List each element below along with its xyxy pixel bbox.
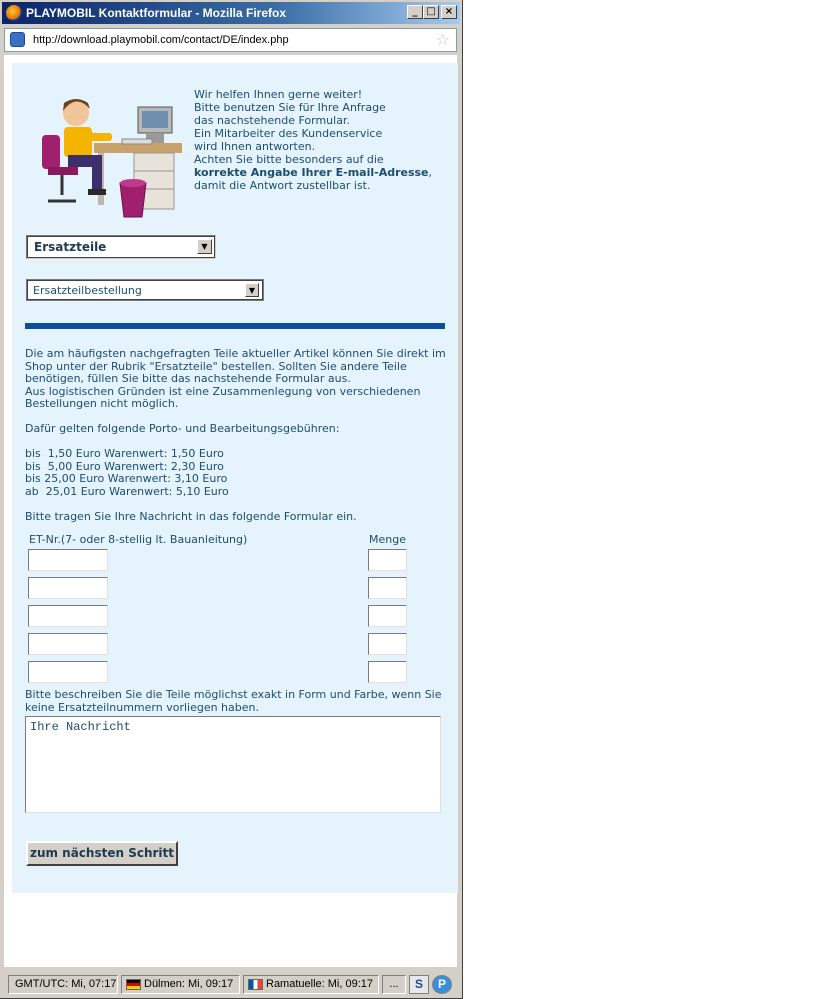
firefox-icon — [6, 5, 22, 21]
et-number-input-2[interactable] — [28, 577, 108, 599]
et-number-input-1[interactable] — [28, 549, 108, 571]
office-worker-illustration — [34, 85, 184, 221]
page-viewport — [4, 55, 457, 967]
fees-intro: Dafür gelten folgende Porto- und Bearbeitungsgebühren: — [25, 422, 340, 435]
flag-germany-icon — [126, 979, 141, 990]
minimize-button[interactable]: _ — [407, 5, 423, 19]
title-bar — [2, 2, 460, 24]
dropdown-arrow-icon[interactable]: ▼ — [245, 283, 259, 297]
subcategory-select-value: Ersatzteilbestellung — [33, 284, 142, 297]
category-select-value: Ersatzteile — [34, 240, 107, 254]
s-extension-icon[interactable]: S — [409, 975, 429, 994]
status-duelmen-time — [121, 975, 240, 994]
next-step-button[interactable]: zum nächsten Schritt — [26, 841, 178, 866]
fee-line: ab 25,01 Euro Warenwert: 5,10 Euro — [25, 484, 229, 498]
p-extension-icon[interactable]: P — [432, 975, 452, 994]
contact-form-panel — [12, 63, 458, 893]
dropdown-arrow-icon[interactable]: ▼ — [197, 239, 212, 254]
quantity-input-5[interactable] — [368, 661, 407, 683]
intro-line: Bitte benutzen Sie für Ihre Anfrage — [194, 101, 386, 114]
quantity-input-1[interactable] — [368, 549, 407, 571]
site-favicon — [10, 32, 25, 47]
maximize-button[interactable]: □ — [423, 5, 439, 19]
fee-list — [25, 448, 455, 498]
section-divider — [25, 323, 445, 329]
intro-line: wird Ihnen antworten. — [194, 140, 316, 153]
flag-france-icon — [248, 979, 263, 990]
category-select[interactable] — [26, 235, 216, 259]
message-textarea[interactable] — [25, 716, 441, 813]
status-gmt-time: GMT/UTC: Mi, 07:17 — [8, 975, 118, 994]
intro-text — [194, 88, 434, 192]
description-hint: Bitte beschreiben Sie die Teile möglichst exakt in Form und Farbe, wenn Sie keine Ersatzteilnummern vorliegen haben. — [25, 688, 442, 714]
status-more-button[interactable]: ... — [382, 975, 406, 994]
info-text — [25, 348, 455, 523]
form-intro: Bitte tragen Sie Ihre Nachricht in das folgende Formular ein. — [25, 509, 357, 523]
subcategory-select[interactable] — [26, 279, 264, 301]
message-placeholder: Ihre Nachricht — [30, 720, 131, 734]
quantity-input-2[interactable] — [368, 577, 407, 599]
intro-tail: , damit die Antwort zustellbar ist. — [194, 166, 433, 192]
status-bar — [2, 972, 460, 997]
intro-line: Ein Mitarbeiter des Kundenservice — [194, 127, 383, 140]
status-ramatuelle-label: Ramatuelle: Mi, 09:17 — [266, 978, 373, 990]
quantity-input-3[interactable] — [368, 605, 407, 627]
status-ramatuelle-time — [243, 975, 379, 994]
address-bar[interactable] — [4, 28, 457, 52]
window-title: PLAYMOBIL Kontaktformular - Mozilla Firefox — [26, 6, 287, 20]
et-number-input-5[interactable] — [28, 661, 108, 683]
info-paragraph: Aus logistischen Gründen ist eine Zusammenlegung von verschiedenen Bestellungen nicht möglich. — [25, 384, 421, 410]
intro-line: Achten Sie bitte besonders auf die — [194, 153, 384, 166]
et-number-column-header: ET-Nr.(7- oder 8-stellig lt. Bauanleitung) — [29, 533, 248, 546]
quantity-column-header: Menge — [369, 533, 406, 546]
fee-line: bis 1,50 Euro Warenwert: 1,50 Euro — [25, 447, 224, 460]
status-duelmen-label: Dülmen: Mi, 09:17 — [144, 978, 234, 990]
et-number-input-4[interactable] — [28, 633, 108, 655]
url-text: http://download.playmobil.com/contact/DE/index.php — [33, 34, 289, 46]
et-number-input-3[interactable] — [28, 605, 108, 627]
intro-line: Wir helfen Ihnen gerne weiter! — [194, 88, 363, 101]
intro-line: das nachstehende Formular. — [194, 114, 350, 127]
bookmark-star-icon[interactable]: ☆ — [435, 30, 450, 49]
intro-emphasis: korrekte Angabe Ihrer E-mail-Adresse — [194, 166, 429, 179]
fee-line: bis 25,00 Euro Warenwert: 3,10 Euro — [25, 472, 228, 485]
fee-line: bis 5,00 Euro Warenwert: 2,30 Euro — [25, 459, 224, 473]
close-button[interactable]: × — [441, 5, 457, 19]
quantity-input-4[interactable] — [368, 633, 407, 655]
info-paragraph: Die am häufigsten nachgefragten Teile aktueller Artikel können Sie direkt im Shop unter der Rubrik "Ersatzteile" bestellen. Sollten Sie andere Teile benötigen, füllen Sie bitte das nachstehende Formular aus. — [25, 347, 446, 385]
